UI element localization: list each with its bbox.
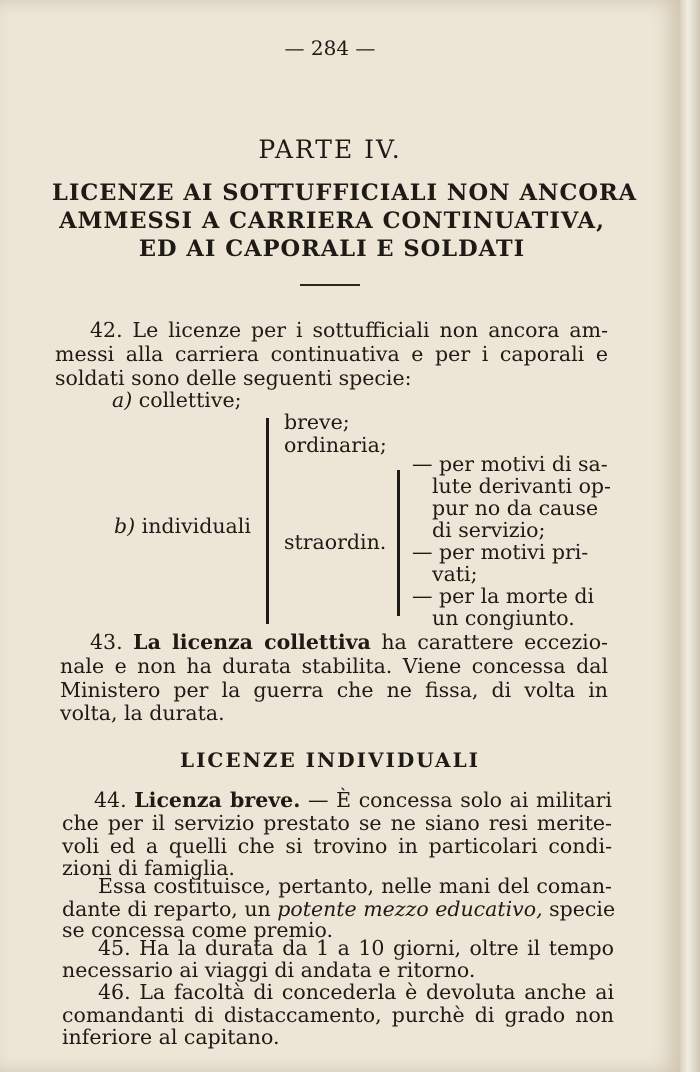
- para-44-line-3: voli ed a quelli che si trovino in particolari condi-: [62, 834, 612, 858]
- para-44b-post: specie: [549, 897, 616, 921]
- reason-line-4: di servizio;: [432, 518, 546, 542]
- type-b-label: b): [114, 514, 136, 538]
- reason-line-6: vati;: [432, 562, 478, 586]
- type-b-text: individuali: [141, 514, 251, 538]
- para-42-line-1: 42. Le licenze per i sottufficiali non ancora am-: [90, 318, 608, 342]
- para-44-rest: — È concessa solo ai militari: [307, 788, 612, 812]
- section-title: LICENZE INDIVIDUALI: [180, 748, 480, 772]
- brace-straordin: [397, 470, 400, 616]
- para-44b-ital: potente mezzo educativo,: [277, 897, 543, 921]
- para-44b-pre: dante di reparto, un: [62, 897, 271, 921]
- para-44b-line-1: Essa costituisce, pertanto, nelle mani del coman-: [98, 874, 612, 898]
- reason-line-8: un congiunto.: [432, 606, 575, 630]
- para-46-line-1: 46. La facoltà di concederla è devoluta anche ai: [98, 980, 614, 1004]
- type-a: [112, 388, 242, 412]
- para-44-line-2: che per il servizio prestato se ne siano resi merite-: [62, 811, 612, 835]
- brace-individuali: [266, 418, 269, 624]
- reason-line-3: pur no da cause: [432, 496, 599, 520]
- part-title: PARTE IV.: [258, 135, 402, 164]
- para-43-rest: ha carattere eccezio-: [381, 630, 608, 654]
- heading-line-2: AMMESSI A CARRIERA CONTINUATIVA,: [59, 208, 605, 234]
- type-a-text: collettive;: [138, 388, 242, 412]
- reason-line-7: — per la morte di: [412, 584, 595, 608]
- reason-line-1: — per motivi di sa-: [412, 452, 608, 476]
- reason-line-5: — per motivi pri-: [412, 540, 589, 564]
- para-43-num: 43.: [90, 630, 123, 654]
- page-edge: [680, 0, 700, 1072]
- type-breve: breve;: [284, 410, 350, 434]
- heading-line-3: ED AI CAPORALI E SOLDATI: [138, 236, 526, 262]
- page-number: — 284 —: [284, 36, 376, 60]
- para-45-line-1: 45. Ha la durata da 1 a 10 giorni, oltre il tempo: [98, 936, 614, 960]
- para-44-line-4: zioni di famiglia.: [62, 856, 235, 880]
- reason-line-2: lute derivanti op-: [432, 474, 611, 498]
- type-ordinaria: ordinaria;: [284, 433, 387, 457]
- para-46-line-3: inferiore al capitano.: [62, 1025, 280, 1049]
- para-44b-line-3: se concessa come premio.: [62, 918, 334, 942]
- para-44-bold: Licenza breve.: [134, 788, 301, 812]
- heading-line-1: LICENZE AI SOTTUFFICIALI NON ANCORA: [52, 180, 638, 206]
- para-43-line-2: nale e non ha durata stabilita. Viene concessa dal: [60, 654, 608, 678]
- para-43-bold: La licenza collettiva: [133, 630, 371, 654]
- para-44-line-1: [94, 788, 612, 812]
- para-42-line-2: messi alla carriera continuativa e per i caporali e: [55, 342, 608, 366]
- para-46-line-2: comandanti di distaccamento, purchè di grado non: [62, 1003, 614, 1027]
- para-43-line-4: volta, la durata.: [60, 701, 225, 725]
- type-straordin: straordin.: [284, 530, 387, 554]
- type-a-label: a): [112, 388, 133, 412]
- para-43-line-3: Ministero per la guerra che ne fissa, di volta in: [60, 678, 608, 702]
- para-45-line-2: necessario ai viaggi di andata e ritorno.: [62, 958, 476, 982]
- type-b: [114, 514, 251, 538]
- para-43-line-1: [90, 630, 608, 654]
- para-44-num: 44.: [94, 788, 127, 812]
- para-42-line-3: soldati sono delle seguenti specie:: [55, 366, 412, 390]
- heading-rule: [300, 284, 360, 286]
